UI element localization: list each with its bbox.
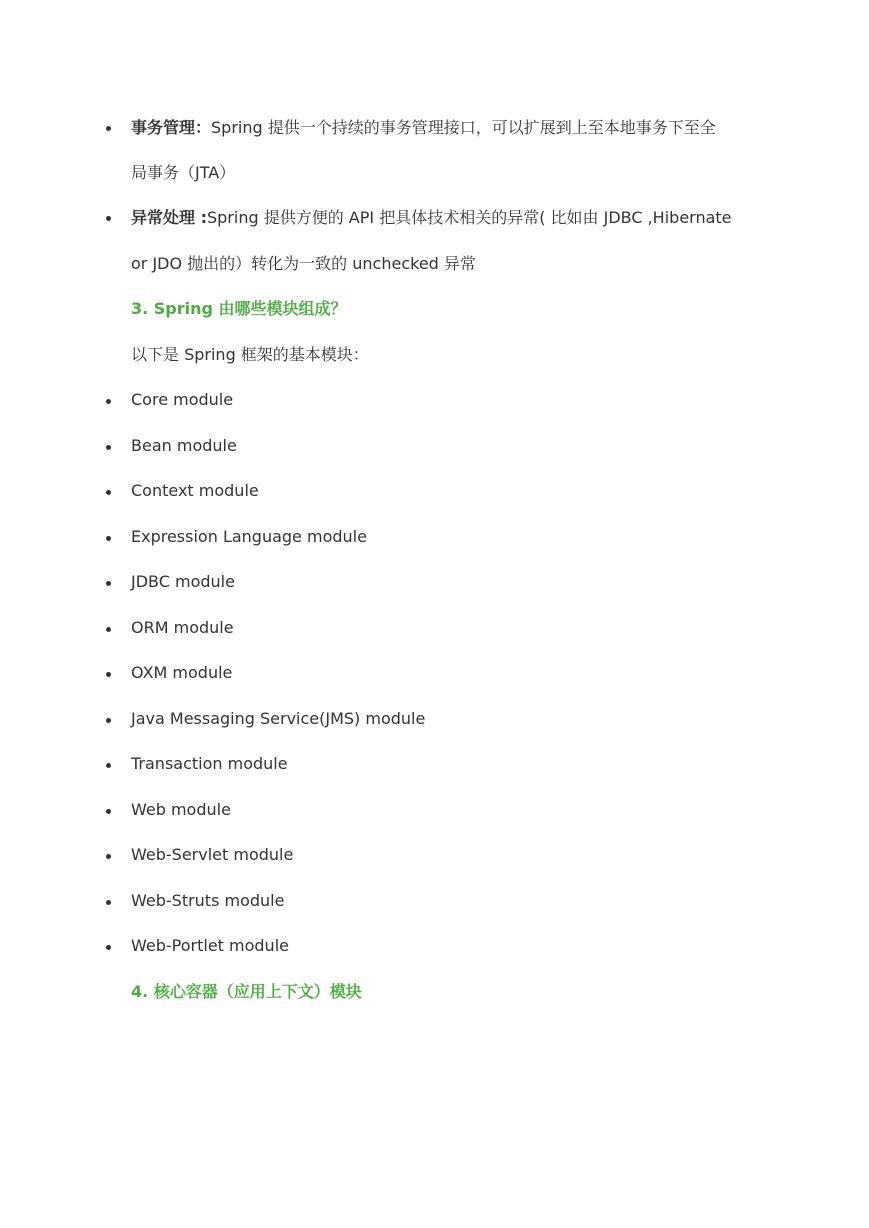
intro-item-text: Spring 提供一个持续的事务管理接口，可以扩展到上至本地事务下至全 xyxy=(211,118,716,137)
bullet-dot xyxy=(106,854,111,859)
bullet-dot xyxy=(106,536,111,541)
list-item: OXM module xyxy=(131,663,233,682)
list-item: Web-Portlet module xyxy=(131,936,289,955)
bullet-dot xyxy=(106,581,111,586)
intro-item-exception-line2: or JDO 抛出的）转化为一致的 unchecked 异常 xyxy=(131,254,476,273)
section-heading: 3. Spring 由哪些模块组成？ xyxy=(131,299,347,318)
intro-item-text: Spring 提供方便的 API 把具体技术相关的异常( 比如由 JDBC ,Hibernate xyxy=(206,208,732,227)
bullet-dot xyxy=(106,763,111,768)
section-intro-text: 以下是 Spring 框架的基本模块： xyxy=(131,345,369,364)
bullet-dot xyxy=(106,216,111,221)
intro-item-exception-line1 xyxy=(131,208,732,228)
list-item: Core module xyxy=(131,390,234,409)
bullet-dot xyxy=(106,627,111,632)
bullet-dot xyxy=(106,900,111,905)
intro-item-label: 事务管理： xyxy=(131,118,212,137)
bullet-dot xyxy=(106,399,111,404)
list-item: JDBC module xyxy=(131,572,235,591)
list-item: Java Messaging Service(JMS) module xyxy=(131,709,426,728)
list-item: Context module xyxy=(131,481,259,500)
section-heading: 4. 核心容器（应用上下文）模块 xyxy=(131,982,362,1001)
list-item: Web module xyxy=(131,800,231,819)
intro-item-transaction-line1 xyxy=(131,118,716,138)
bullet-dot xyxy=(106,718,111,723)
bullet-dot xyxy=(106,445,111,450)
intro-item-transaction-line2: 局事务（JTA） xyxy=(131,163,236,182)
bullet-dot xyxy=(106,490,111,495)
list-item: Web-Struts module xyxy=(131,891,285,910)
bullet-dot xyxy=(106,126,111,131)
list-item: Expression Language module xyxy=(131,527,367,546)
list-item: Bean module xyxy=(131,436,237,455)
intro-item-label: 异常处理 : xyxy=(131,208,207,227)
list-item: Transaction module xyxy=(131,754,288,773)
bullet-dot xyxy=(106,945,111,950)
bullet-dot xyxy=(106,672,111,677)
list-item: ORM module xyxy=(131,618,234,637)
list-item: Web-Servlet module xyxy=(131,845,294,864)
bullet-dot xyxy=(106,809,111,814)
